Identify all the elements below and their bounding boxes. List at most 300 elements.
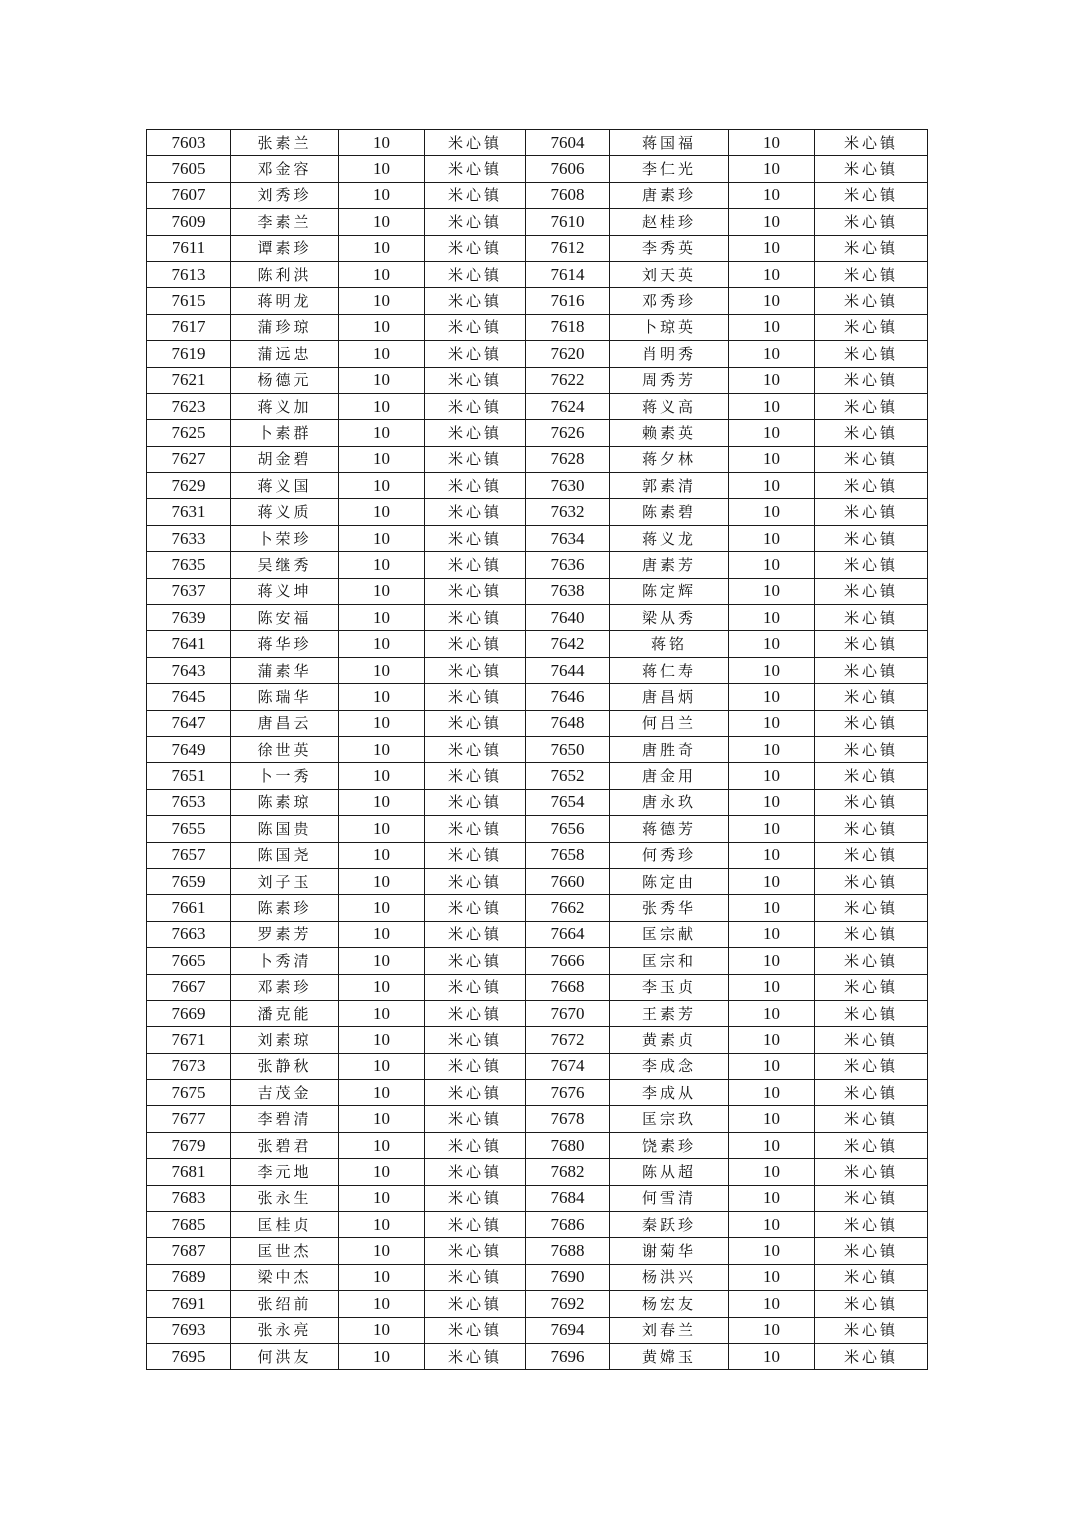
right-town-name-cell: 米心镇	[815, 130, 928, 156]
left-record-id-cell: 7691	[147, 1291, 231, 1317]
right-amount-cell: 10	[729, 130, 815, 156]
left-record-id-cell: 7653	[147, 789, 231, 815]
right-town-name-cell: 米心镇	[815, 314, 928, 340]
right-amount-cell: 10	[729, 1027, 815, 1053]
table-row	[147, 1080, 928, 1106]
left-amount-cell: 10	[339, 1132, 425, 1158]
left-amount-cell: 10	[339, 868, 425, 894]
left-record-id-cell: 7683	[147, 1185, 231, 1211]
left-person-name-cell: 陈国贵	[231, 816, 339, 842]
right-person-name-cell: 唐素芳	[610, 552, 729, 578]
table-row	[147, 288, 928, 314]
left-record-id-cell: 7613	[147, 261, 231, 287]
right-person-name-cell: 蒋义龙	[610, 525, 729, 551]
right-record-id-cell: 7684	[526, 1185, 610, 1211]
right-amount-cell: 10	[729, 393, 815, 419]
left-town-name-cell: 米心镇	[425, 473, 526, 499]
right-record-id-cell: 7612	[526, 235, 610, 261]
table-row	[147, 1343, 928, 1369]
left-amount-cell: 10	[339, 446, 425, 472]
left-record-id-cell: 7645	[147, 684, 231, 710]
left-record-id-cell: 7675	[147, 1080, 231, 1106]
table-row	[147, 314, 928, 340]
right-person-name-cell: 杨洪兴	[610, 1264, 729, 1290]
table-row	[147, 446, 928, 472]
left-record-id-cell: 7641	[147, 631, 231, 657]
right-town-name-cell: 米心镇	[815, 1212, 928, 1238]
left-person-name-cell: 李元地	[231, 1159, 339, 1185]
left-record-id-cell: 7649	[147, 736, 231, 762]
right-record-id-cell: 7616	[526, 288, 610, 314]
left-town-name-cell: 米心镇	[425, 261, 526, 287]
left-town-name-cell: 米心镇	[425, 1000, 526, 1026]
left-town-name-cell: 米心镇	[425, 1238, 526, 1264]
right-town-name-cell: 米心镇	[815, 341, 928, 367]
right-record-id-cell: 7636	[526, 552, 610, 578]
table-row	[147, 1159, 928, 1185]
left-person-name-cell: 卜素群	[231, 420, 339, 446]
right-person-name-cell: 李成念	[610, 1053, 729, 1079]
left-amount-cell: 10	[339, 842, 425, 868]
left-record-id-cell: 7627	[147, 446, 231, 472]
left-person-name-cell: 胡金碧	[231, 446, 339, 472]
left-amount-cell: 10	[339, 1000, 425, 1026]
right-amount-cell: 10	[729, 1317, 815, 1343]
left-record-id-cell: 7687	[147, 1238, 231, 1264]
right-record-id-cell: 7694	[526, 1317, 610, 1343]
right-town-name-cell: 米心镇	[815, 842, 928, 868]
left-record-id-cell: 7611	[147, 235, 231, 261]
right-record-id-cell: 7628	[526, 446, 610, 472]
right-person-name-cell: 郭素清	[610, 473, 729, 499]
right-town-name-cell: 米心镇	[815, 235, 928, 261]
left-amount-cell: 10	[339, 367, 425, 393]
left-amount-cell: 10	[339, 130, 425, 156]
left-amount-cell: 10	[339, 182, 425, 208]
table-row	[147, 868, 928, 894]
left-record-id-cell: 7617	[147, 314, 231, 340]
left-person-name-cell: 蒲素华	[231, 657, 339, 683]
right-person-name-cell: 黄嫦玉	[610, 1343, 729, 1369]
table-row	[147, 1106, 928, 1132]
left-amount-cell: 10	[339, 657, 425, 683]
left-amount-cell: 10	[339, 1343, 425, 1369]
left-person-name-cell: 刘素琼	[231, 1027, 339, 1053]
table-row	[147, 261, 928, 287]
right-amount-cell: 10	[729, 235, 815, 261]
table-row	[147, 1291, 928, 1317]
right-record-id-cell: 7606	[526, 156, 610, 182]
left-person-name-cell: 张永亮	[231, 1317, 339, 1343]
right-person-name-cell: 周秀芳	[610, 367, 729, 393]
right-record-id-cell: 7604	[526, 130, 610, 156]
right-person-name-cell: 李玉贞	[610, 974, 729, 1000]
left-person-name-cell: 张绍前	[231, 1291, 339, 1317]
left-amount-cell: 10	[339, 156, 425, 182]
left-record-id-cell: 7625	[147, 420, 231, 446]
left-record-id-cell: 7643	[147, 657, 231, 683]
right-person-name-cell: 唐永玖	[610, 789, 729, 815]
left-amount-cell: 10	[339, 631, 425, 657]
left-amount-cell: 10	[339, 1027, 425, 1053]
right-town-name-cell: 米心镇	[815, 631, 928, 657]
left-town-name-cell: 米心镇	[425, 657, 526, 683]
left-record-id-cell: 7631	[147, 499, 231, 525]
right-amount-cell: 10	[729, 895, 815, 921]
left-town-name-cell: 米心镇	[425, 130, 526, 156]
right-record-id-cell: 7674	[526, 1053, 610, 1079]
table-row	[147, 736, 928, 762]
table-row	[147, 921, 928, 947]
left-town-name-cell: 米心镇	[425, 1080, 526, 1106]
table-row	[147, 1238, 928, 1264]
right-town-name-cell: 米心镇	[815, 1317, 928, 1343]
right-amount-cell: 10	[729, 710, 815, 736]
right-town-name-cell: 米心镇	[815, 789, 928, 815]
left-town-name-cell: 米心镇	[425, 499, 526, 525]
right-town-name-cell: 米心镇	[815, 473, 928, 499]
right-town-name-cell: 米心镇	[815, 1000, 928, 1026]
right-record-id-cell: 7650	[526, 736, 610, 762]
table-row	[147, 393, 928, 419]
left-town-name-cell: 米心镇	[425, 314, 526, 340]
left-person-name-cell: 邓金容	[231, 156, 339, 182]
left-record-id-cell: 7693	[147, 1317, 231, 1343]
left-record-id-cell: 7685	[147, 1212, 231, 1238]
left-person-name-cell: 张碧君	[231, 1132, 339, 1158]
left-amount-cell: 10	[339, 261, 425, 287]
left-town-name-cell: 米心镇	[425, 974, 526, 1000]
left-person-name-cell: 卜荣珍	[231, 525, 339, 551]
table-row	[147, 1212, 928, 1238]
right-record-id-cell: 7618	[526, 314, 610, 340]
left-town-name-cell: 米心镇	[425, 209, 526, 235]
right-town-name-cell: 米心镇	[815, 684, 928, 710]
left-town-name-cell: 米心镇	[425, 156, 526, 182]
left-town-name-cell: 米心镇	[425, 1343, 526, 1369]
right-amount-cell: 10	[729, 1106, 815, 1132]
right-town-name-cell: 米心镇	[815, 1343, 928, 1369]
right-person-name-cell: 刘春兰	[610, 1317, 729, 1343]
right-amount-cell: 10	[729, 261, 815, 287]
right-amount-cell: 10	[729, 1212, 815, 1238]
left-town-name-cell: 米心镇	[425, 446, 526, 472]
left-town-name-cell: 米心镇	[425, 1027, 526, 1053]
table-row	[147, 1053, 928, 1079]
right-record-id-cell: 7670	[526, 1000, 610, 1026]
left-town-name-cell: 米心镇	[425, 921, 526, 947]
right-town-name-cell: 米心镇	[815, 393, 928, 419]
left-town-name-cell: 米心镇	[425, 710, 526, 736]
left-record-id-cell: 7657	[147, 842, 231, 868]
left-amount-cell: 10	[339, 763, 425, 789]
right-town-name-cell: 米心镇	[815, 895, 928, 921]
left-person-name-cell: 张静秋	[231, 1053, 339, 1079]
left-town-name-cell: 米心镇	[425, 235, 526, 261]
left-amount-cell: 10	[339, 314, 425, 340]
left-person-name-cell: 杨德元	[231, 367, 339, 393]
left-person-name-cell: 蒋义加	[231, 393, 339, 419]
right-person-name-cell: 秦跃珍	[610, 1212, 729, 1238]
left-person-name-cell: 匡世杰	[231, 1238, 339, 1264]
left-town-name-cell: 米心镇	[425, 393, 526, 419]
left-town-name-cell: 米心镇	[425, 816, 526, 842]
left-town-name-cell: 米心镇	[425, 288, 526, 314]
left-amount-cell: 10	[339, 1080, 425, 1106]
right-town-name-cell: 米心镇	[815, 1159, 928, 1185]
left-amount-cell: 10	[339, 1238, 425, 1264]
right-record-id-cell: 7648	[526, 710, 610, 736]
left-amount-cell: 10	[339, 1212, 425, 1238]
left-person-name-cell: 李碧清	[231, 1106, 339, 1132]
right-person-name-cell: 陈定由	[610, 868, 729, 894]
right-person-name-cell: 肖明秀	[610, 341, 729, 367]
left-amount-cell: 10	[339, 393, 425, 419]
table-row	[147, 130, 928, 156]
left-record-id-cell: 7619	[147, 341, 231, 367]
right-person-name-cell: 赵桂珍	[610, 209, 729, 235]
right-amount-cell: 10	[729, 420, 815, 446]
right-amount-cell: 10	[729, 631, 815, 657]
left-person-name-cell: 唐昌云	[231, 710, 339, 736]
right-town-name-cell: 米心镇	[815, 763, 928, 789]
left-amount-cell: 10	[339, 948, 425, 974]
left-town-name-cell: 米心镇	[425, 1291, 526, 1317]
left-person-name-cell: 蒋义质	[231, 499, 339, 525]
right-amount-cell: 10	[729, 552, 815, 578]
right-amount-cell: 10	[729, 499, 815, 525]
left-person-name-cell: 匡桂贞	[231, 1212, 339, 1238]
right-amount-cell: 10	[729, 1159, 815, 1185]
left-record-id-cell: 7639	[147, 605, 231, 631]
right-record-id-cell: 7630	[526, 473, 610, 499]
right-record-id-cell: 7610	[526, 209, 610, 235]
right-amount-cell: 10	[729, 1132, 815, 1158]
right-person-name-cell: 唐胜奇	[610, 736, 729, 762]
table-row	[147, 657, 928, 683]
left-person-name-cell: 蒋义国	[231, 473, 339, 499]
left-amount-cell: 10	[339, 473, 425, 499]
left-person-name-cell: 何洪友	[231, 1343, 339, 1369]
left-record-id-cell: 7667	[147, 974, 231, 1000]
left-person-name-cell: 卜秀清	[231, 948, 339, 974]
left-town-name-cell: 米心镇	[425, 1053, 526, 1079]
left-town-name-cell: 米心镇	[425, 684, 526, 710]
right-amount-cell: 10	[729, 684, 815, 710]
left-town-name-cell: 米心镇	[425, 367, 526, 393]
right-town-name-cell: 米心镇	[815, 1080, 928, 1106]
right-amount-cell: 10	[729, 789, 815, 815]
right-town-name-cell: 米心镇	[815, 736, 928, 762]
right-person-name-cell: 谢菊华	[610, 1238, 729, 1264]
roster-table	[146, 129, 928, 1370]
left-town-name-cell: 米心镇	[425, 525, 526, 551]
right-town-name-cell: 米心镇	[815, 1238, 928, 1264]
left-amount-cell: 10	[339, 736, 425, 762]
right-record-id-cell: 7626	[526, 420, 610, 446]
right-amount-cell: 10	[729, 473, 815, 499]
left-record-id-cell: 7635	[147, 552, 231, 578]
left-record-id-cell: 7677	[147, 1106, 231, 1132]
right-amount-cell: 10	[729, 868, 815, 894]
left-person-name-cell: 张永生	[231, 1185, 339, 1211]
left-amount-cell: 10	[339, 684, 425, 710]
right-amount-cell: 10	[729, 1080, 815, 1106]
right-person-name-cell: 蒋德芳	[610, 816, 729, 842]
right-record-id-cell: 7690	[526, 1264, 610, 1290]
right-town-name-cell: 米心镇	[815, 1106, 928, 1132]
right-amount-cell: 10	[729, 578, 815, 604]
left-amount-cell: 10	[339, 605, 425, 631]
right-person-name-cell: 陈从超	[610, 1159, 729, 1185]
right-person-name-cell: 李成从	[610, 1080, 729, 1106]
left-amount-cell: 10	[339, 1264, 425, 1290]
left-person-name-cell: 梁中杰	[231, 1264, 339, 1290]
left-record-id-cell: 7623	[147, 393, 231, 419]
right-record-id-cell: 7696	[526, 1343, 610, 1369]
right-town-name-cell: 米心镇	[815, 868, 928, 894]
right-person-name-cell: 杨宏友	[610, 1291, 729, 1317]
left-person-name-cell: 邓素珍	[231, 974, 339, 1000]
table-row	[147, 710, 928, 736]
right-record-id-cell: 7608	[526, 182, 610, 208]
right-town-name-cell: 米心镇	[815, 974, 928, 1000]
table-row	[147, 895, 928, 921]
table-row	[147, 816, 928, 842]
right-person-name-cell: 饶素珍	[610, 1132, 729, 1158]
right-amount-cell: 10	[729, 736, 815, 762]
right-person-name-cell: 张秀华	[610, 895, 729, 921]
right-town-name-cell: 米心镇	[815, 525, 928, 551]
right-person-name-cell: 陈素碧	[610, 499, 729, 525]
right-amount-cell: 10	[729, 1053, 815, 1079]
right-record-id-cell: 7614	[526, 261, 610, 287]
right-town-name-cell: 米心镇	[815, 605, 928, 631]
left-amount-cell: 10	[339, 710, 425, 736]
right-town-name-cell: 米心镇	[815, 209, 928, 235]
table-row	[147, 684, 928, 710]
left-record-id-cell: 7689	[147, 1264, 231, 1290]
right-town-name-cell: 米心镇	[815, 816, 928, 842]
right-town-name-cell: 米心镇	[815, 710, 928, 736]
right-record-id-cell: 7680	[526, 1132, 610, 1158]
left-record-id-cell: 7615	[147, 288, 231, 314]
right-person-name-cell: 蒋仁寿	[610, 657, 729, 683]
left-amount-cell: 10	[339, 235, 425, 261]
right-record-id-cell: 7678	[526, 1106, 610, 1132]
right-amount-cell: 10	[729, 1291, 815, 1317]
left-record-id-cell: 7659	[147, 868, 231, 894]
left-person-name-cell: 陈安福	[231, 605, 339, 631]
right-person-name-cell: 李秀英	[610, 235, 729, 261]
table-row	[147, 763, 928, 789]
right-amount-cell: 10	[729, 367, 815, 393]
right-record-id-cell: 7646	[526, 684, 610, 710]
left-amount-cell: 10	[339, 1106, 425, 1132]
right-amount-cell: 10	[729, 314, 815, 340]
table-row	[147, 235, 928, 261]
right-record-id-cell: 7632	[526, 499, 610, 525]
left-person-name-cell: 刘子玉	[231, 868, 339, 894]
left-amount-cell: 10	[339, 789, 425, 815]
left-record-id-cell: 7629	[147, 473, 231, 499]
right-person-name-cell: 唐昌炳	[610, 684, 729, 710]
left-town-name-cell: 米心镇	[425, 789, 526, 815]
right-amount-cell: 10	[729, 156, 815, 182]
table-row	[147, 525, 928, 551]
right-record-id-cell: 7688	[526, 1238, 610, 1264]
left-record-id-cell: 7647	[147, 710, 231, 736]
right-person-name-cell: 卜琼英	[610, 314, 729, 340]
right-town-name-cell: 米心镇	[815, 288, 928, 314]
right-record-id-cell: 7644	[526, 657, 610, 683]
left-person-name-cell: 徐世英	[231, 736, 339, 762]
right-record-id-cell: 7640	[526, 605, 610, 631]
left-record-id-cell: 7621	[147, 367, 231, 393]
right-town-name-cell: 米心镇	[815, 1185, 928, 1211]
table-row	[147, 842, 928, 868]
right-amount-cell: 10	[729, 974, 815, 1000]
right-town-name-cell: 米心镇	[815, 182, 928, 208]
left-amount-cell: 10	[339, 341, 425, 367]
left-person-name-cell: 蒋华珍	[231, 631, 339, 657]
left-town-name-cell: 米心镇	[425, 631, 526, 657]
table-row	[147, 420, 928, 446]
left-town-name-cell: 米心镇	[425, 1212, 526, 1238]
left-amount-cell: 10	[339, 816, 425, 842]
left-record-id-cell: 7669	[147, 1000, 231, 1026]
left-town-name-cell: 米心镇	[425, 605, 526, 631]
table-row	[147, 341, 928, 367]
right-record-id-cell: 7622	[526, 367, 610, 393]
left-record-id-cell: 7663	[147, 921, 231, 947]
table-row	[147, 631, 928, 657]
left-record-id-cell: 7673	[147, 1053, 231, 1079]
left-town-name-cell: 米心镇	[425, 1132, 526, 1158]
left-person-name-cell: 陈国尧	[231, 842, 339, 868]
left-town-name-cell: 米心镇	[425, 948, 526, 974]
table-row	[147, 209, 928, 235]
right-person-name-cell: 王素芳	[610, 1000, 729, 1026]
left-person-name-cell: 谭素珍	[231, 235, 339, 261]
table-row	[147, 1185, 928, 1211]
left-record-id-cell: 7605	[147, 156, 231, 182]
right-amount-cell: 10	[729, 446, 815, 472]
right-record-id-cell: 7658	[526, 842, 610, 868]
right-amount-cell: 10	[729, 209, 815, 235]
right-person-name-cell: 蒋夕林	[610, 446, 729, 472]
left-amount-cell: 10	[339, 525, 425, 551]
left-town-name-cell: 米心镇	[425, 1106, 526, 1132]
left-amount-cell: 10	[339, 974, 425, 1000]
table-row	[147, 473, 928, 499]
right-record-id-cell: 7668	[526, 974, 610, 1000]
right-record-id-cell: 7656	[526, 816, 610, 842]
right-amount-cell: 10	[729, 525, 815, 551]
left-town-name-cell: 米心镇	[425, 420, 526, 446]
right-town-name-cell: 米心镇	[815, 1291, 928, 1317]
right-person-name-cell: 匡宗玖	[610, 1106, 729, 1132]
roster-body	[147, 130, 928, 1370]
left-town-name-cell: 米心镇	[425, 341, 526, 367]
left-amount-cell: 10	[339, 1317, 425, 1343]
table-row	[147, 948, 928, 974]
left-person-name-cell: 潘克能	[231, 1000, 339, 1026]
right-record-id-cell: 7624	[526, 393, 610, 419]
right-amount-cell: 10	[729, 1343, 815, 1369]
right-amount-cell: 10	[729, 1238, 815, 1264]
right-record-id-cell: 7654	[526, 789, 610, 815]
